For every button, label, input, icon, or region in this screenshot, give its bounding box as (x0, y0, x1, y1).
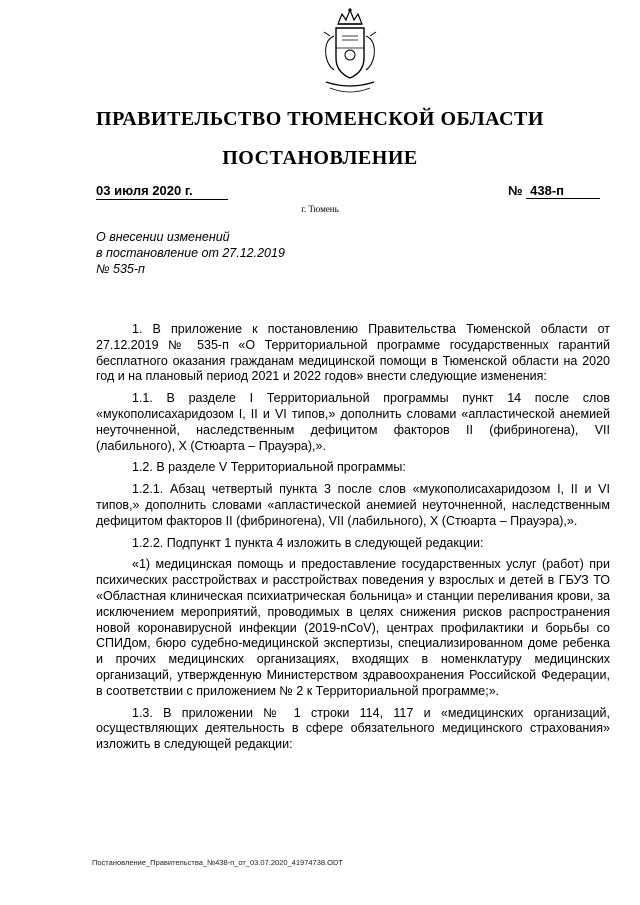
subject-line: № 535-п (96, 262, 145, 276)
document-type: ПОСТАНОВЛЕНИЕ (222, 147, 418, 169)
tyumen-coat-of-arms-icon (312, 6, 388, 100)
body-paragraph: 1.2.2. Подпункт 1 пункта 4 изложить в следующей редакции: (132, 535, 484, 550)
city: г. Тюмень (301, 204, 339, 214)
number-value: 438-п (526, 183, 600, 199)
body-paragraph: 1.2.1. Абзац четвертый пункта 3 после слов «мукополисахаридозом I, II и VI типов,» дополнить словами «апластической анемией неуточненной, наследственным дефицитом факторов II (фибриногена), VII (лабильного), X (Стюарта – Прауэра),». (96, 482, 610, 528)
footer-filename: Постановление_Правительства_№438-п_от_03.07.2020_41974738.ODT (92, 858, 343, 867)
body-paragraph: 1.3. В приложении № 1 строки 114, 117 и «медицинских организаций, осуществляющих деятельность в сфере обязательного медицинского страхования» изложить в следующей редакции: (96, 705, 610, 752)
government-title: ПРАВИТЕЛЬСТВО ТЮМЕНСКОЙ ОБЛАСТИ (96, 108, 544, 130)
body-paragraph: 1.1. В разделе I Территориальной программы пункт 14 после слов «мукополисахаридозом I, II и VI типов,» дополнить словами «апластической анемией неуточненной, наследственным дефицитом факторов II (фибриногена), VII (лабильного), X (Стюарта – Прауэра),». (96, 391, 610, 453)
number-sign: № (508, 183, 523, 198)
subject-line: в постановление от 27.12.2019 (96, 246, 285, 260)
document-subject (96, 229, 356, 277)
body-paragraph: 1.2. В разделе V Территориальной программы: (132, 460, 406, 475)
document-body (96, 322, 610, 759)
document-number (508, 183, 604, 199)
subject-line: О внесении изменений (96, 230, 230, 244)
body-paragraph: «1) медицинская помощь и предоставление государственных услуг (работ) при психических расстройствах и расстройствах поведения у взрослых и детей в ГБУЗ ТО «Областная клиническая психиатрическая больница» и станции переливания крови, за исключением мероприятий, проводимых в целях снижения рисков распространения новой коронавирусной инфекции (2019-nCoV), центрах профилактики и борьбы со СПИДом, бюро судебно-медицинской экспертизы, специализированном доме ребенка и прочих медицинских организациях, входящих в номенклатуру медицинских организаций, утвержденную Министерством здравоохранения Российской Федерации, в соответствии с приложением № 2 к Территориальной программе;». (96, 557, 610, 698)
body-paragraph: 1. В приложение к постановлению Правительства Тюменской области от 27.12.2019 № 535-п «О Территориальной программе государственных гарантий бесплатного оказания гражданам медицинской помощи в Тюменской области на 2020 год и на плановый период 2021 и 2022 годов» внести следующие изменения: (96, 322, 610, 384)
document-date: 03 июля 2020 г. (96, 183, 228, 200)
